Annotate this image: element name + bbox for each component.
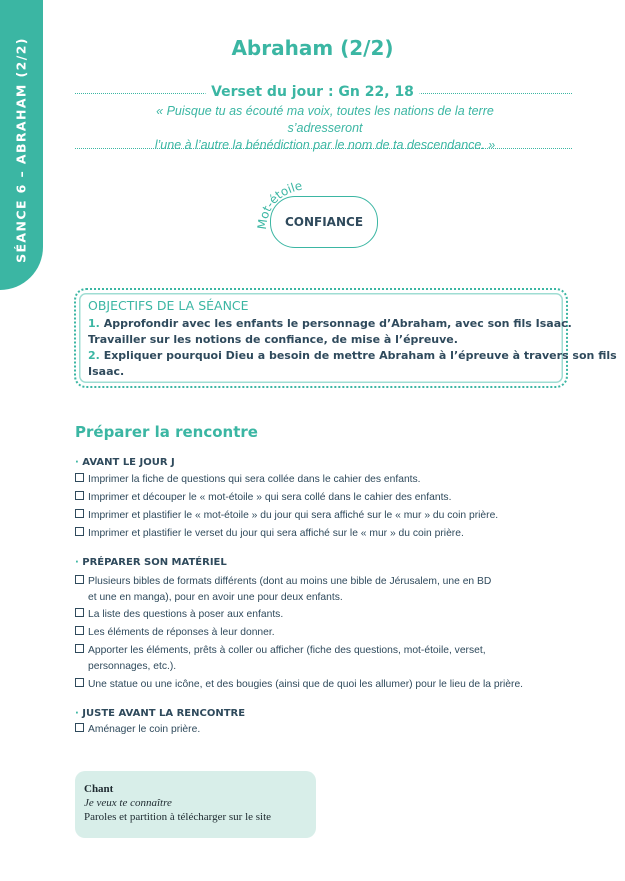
objective-2-number: 2. [88, 349, 100, 362]
mot-etoile-box [270, 196, 378, 248]
verse-divider-bottom [75, 148, 572, 149]
objective-2-text: Expliquer pourquoi Dieu a besoin de mettre Abraham à l’épreuve à travers son fils [103, 349, 617, 362]
objective-2-line-2: Isaac. [88, 365, 125, 378]
verse-line-1: « Puisque tu as écouté ma voix, toutes les nations de la terre s’adresseront [156, 104, 494, 135]
checkbox-icon [75, 723, 84, 732]
checklist-item: La liste des questions à poser aux enfants. [75, 607, 283, 623]
section-title: · AVANT LE JOUR J [75, 457, 175, 468]
checkbox-icon [75, 608, 84, 617]
objective-1-line-1 [88, 317, 572, 330]
checkbox-icon [75, 473, 84, 482]
checkbox-icon [75, 491, 84, 500]
chant-box [75, 771, 316, 838]
checkbox-icon [75, 527, 84, 536]
checkbox-icon [75, 509, 84, 518]
checklist-item: Plusieurs bibles de formats différents (dont au moins une bible de Jérusalem, une en BD et une en manga), pour en avoir une pour deux enfants. [75, 574, 491, 606]
prepare-heading: Préparer la rencontre [75, 423, 258, 441]
mot-etoile-label-text: Mot-étoile [254, 178, 304, 231]
objectives-box [74, 288, 617, 388]
objectives-title: OBJECTIFS DE LA SÉANCE [88, 298, 249, 313]
objective-1-line-2: Travailler sur les notions de confiance, de mise à l’épreuve. [88, 333, 458, 346]
objective-1-number: 1. [88, 317, 100, 330]
checkbox-icon [75, 678, 84, 687]
objective-1-text: Approfondir avec les enfants le personnage d’Abraham, avec son fils Isaac. [103, 317, 572, 330]
section-title: · PRÉPARER SON MATÉRIEL [75, 557, 227, 568]
checklist-item: Les éléments de réponses à leur donner. [75, 625, 275, 641]
page-title: Abraham (2/2) [231, 36, 394, 60]
chant-song: Je veux te connaître [84, 797, 172, 809]
verse-title: Verset du jour : Gn 22, 18 [205, 84, 420, 100]
checkbox-icon [75, 575, 84, 584]
chant-note: Paroles et partition à télécharger sur le site [84, 811, 272, 823]
mot-etoile-word: CONFIANCE [284, 215, 364, 229]
checkbox-icon [75, 626, 84, 635]
side-tab-label: SÉANCE 6 – ABRAHAM (2/2) [13, 37, 29, 263]
checklist-item: Imprimer et plastifier le verset du jour qui sera affiché sur le « mur » du coin prière. [75, 526, 464, 542]
checkbox-icon [75, 644, 84, 653]
checklist-item: Imprimer et découper le « mot-étoile » qui sera collé dans le cahier des enfants. [75, 490, 451, 506]
checklist-item: Apporter les éléments, prêts à coller ou afficher (fiche des questions, mot-étoile, verset, personnages, etc.). [75, 643, 486, 675]
objective-2-line-1 [88, 349, 617, 362]
verse-line-2: l’une à l’autre la bénédiction par le nom de ta descendance. » [154, 138, 496, 152]
verse-text [120, 103, 530, 154]
checklist-item: Imprimer la fiche de questions qui sera collée dans le cahier des enfants. [75, 472, 421, 488]
checklist-item: Une statue ou une icône, et des bougies (ainsi que de quoi les allumer) pour le lieu de la prière. [75, 677, 523, 693]
checklist-item: Aménager le coin prière. [75, 722, 200, 738]
chant-title: Chant [84, 783, 114, 795]
section-title: · JUSTE AVANT LA RENCONTRE [75, 708, 246, 719]
checklist-item: Imprimer et plastifier le « mot-étoile » du jour qui sera affiché sur le « mur » du coin prière. [75, 508, 498, 524]
